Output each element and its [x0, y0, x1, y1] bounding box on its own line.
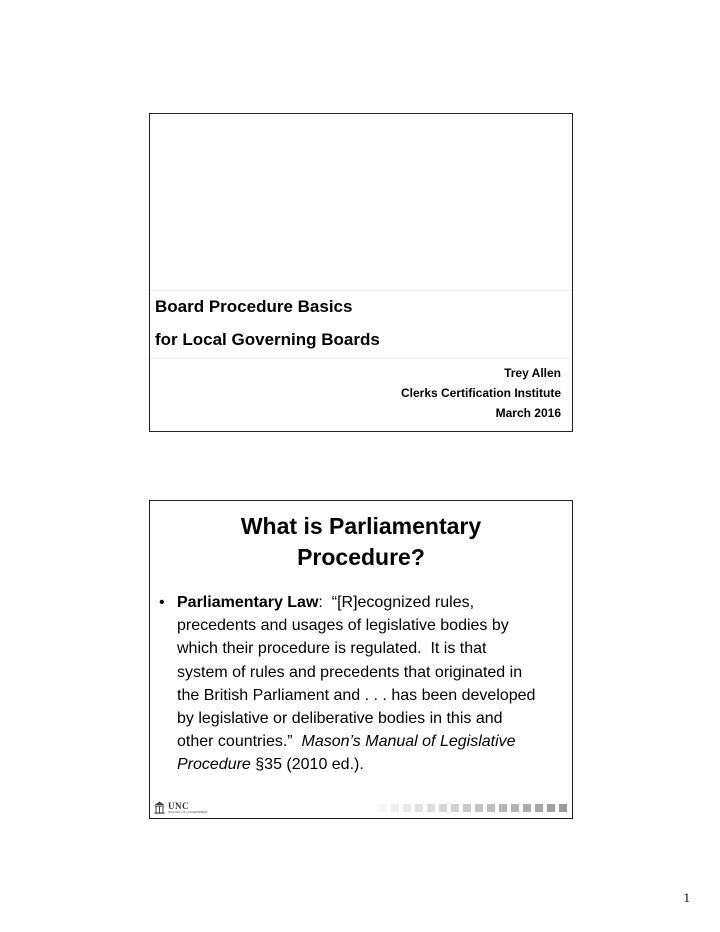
bullet-text [177, 591, 539, 777]
footer-square [439, 804, 447, 812]
slide-title-line-2: for Local Governing Boards [155, 330, 380, 349]
old-well-icon [154, 801, 165, 814]
footer-square [451, 804, 459, 812]
slide-title-line-1: Board Procedure Basics [155, 297, 353, 316]
footer-square [427, 804, 435, 812]
logo-subtext: SCHOOL OF GOVERNMENT [168, 809, 208, 814]
footer-square [559, 804, 567, 812]
citation-title: Mason’s Manual of Legislative Procedure [177, 733, 516, 774]
footer-square [415, 804, 423, 812]
footer-square [523, 804, 531, 812]
event-date: March 2016 [495, 406, 561, 420]
slide-heading-line-1: What is Parliamentary [240, 513, 482, 539]
footer-square [499, 804, 507, 812]
bullet-colon: : [318, 594, 323, 611]
footer-square [487, 804, 495, 812]
footer-square [403, 804, 411, 812]
footer-square [379, 804, 387, 812]
presenter-name: Trey Allen [504, 366, 561, 380]
footer-decoration [379, 804, 567, 812]
footer-square [463, 804, 471, 812]
bullet-quote: “[R]ecognized rules, precedents and usages of legislative bodies by which their procedure is regulated. It is that system of rules and precedents that originated in the British Parliament and . . . has been developed by legislative or deliberative bodies in this and other countries.” [177, 594, 540, 751]
footer-square [511, 804, 519, 812]
bullet-term: Parliamentary Law [177, 594, 319, 611]
page-number: 1 [683, 890, 690, 905]
slide-heading [150, 511, 572, 573]
unc-logo [154, 801, 208, 814]
presenter-info [401, 363, 561, 423]
citation-detail: §35 (2010 ed.). [250, 756, 364, 774]
logo-text: UNC [168, 800, 189, 811]
bullet-item [159, 591, 539, 777]
slide-footer [150, 799, 572, 818]
slide-parliamentary-procedure [149, 500, 573, 819]
footer-square [535, 804, 543, 812]
slide-title [149, 113, 573, 432]
footer-square [391, 804, 399, 812]
footer-square [547, 804, 555, 812]
event-name: Clerks Certification Institute [400, 386, 561, 400]
bullet-dot-icon: • [159, 594, 165, 611]
footer-square [475, 804, 483, 812]
slide-heading-line-2: Procedure? [297, 544, 425, 570]
